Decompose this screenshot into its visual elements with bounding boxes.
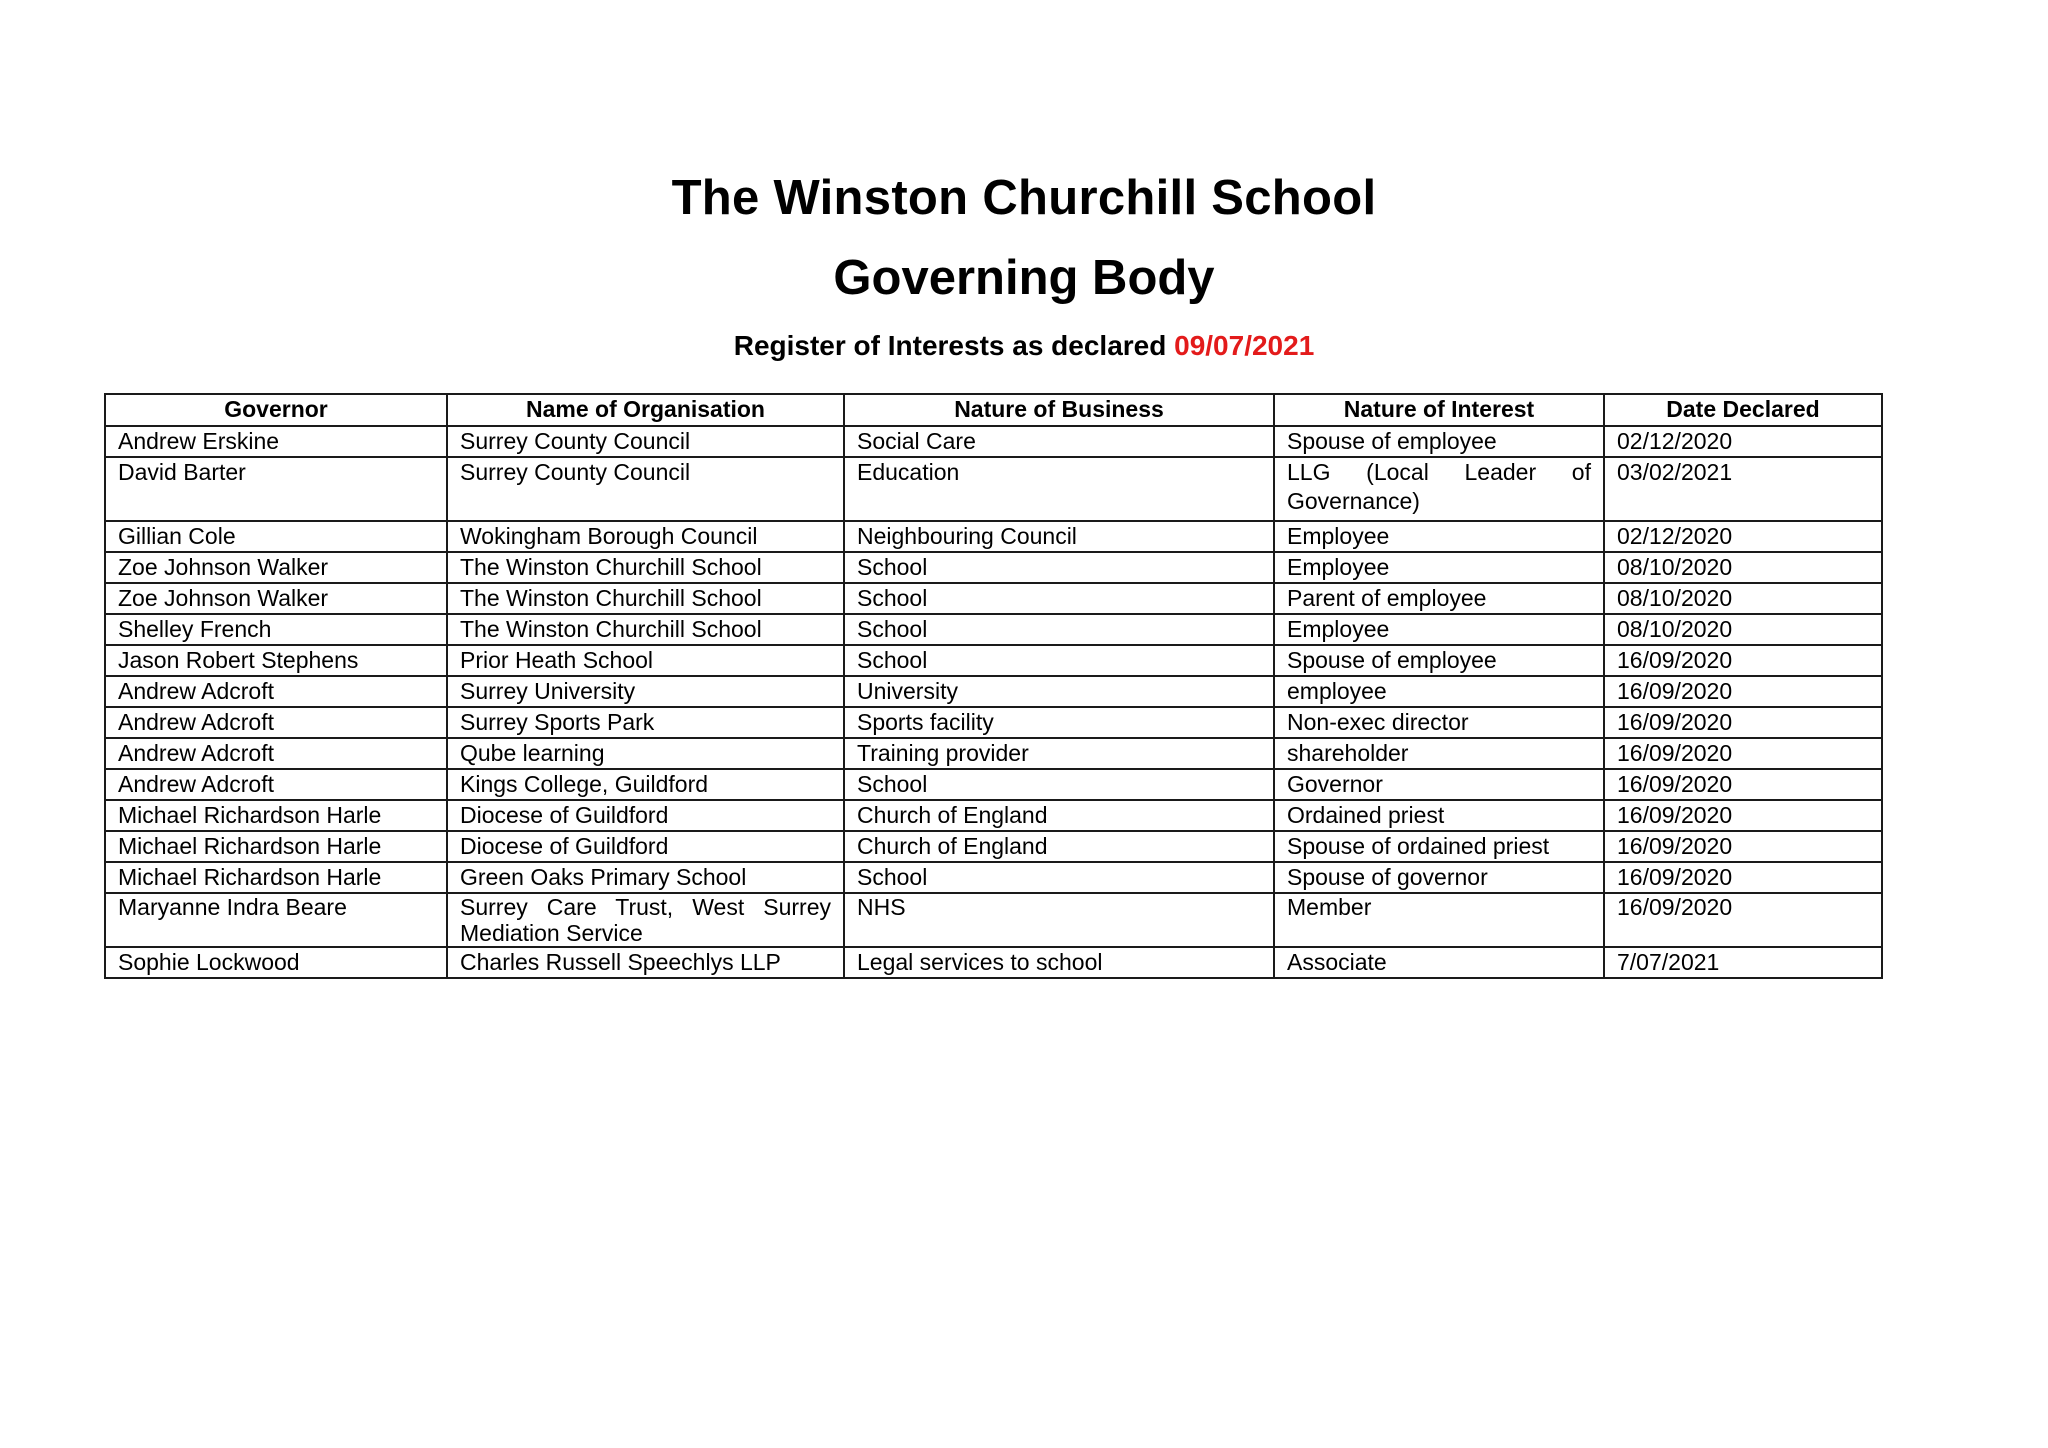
cell-governor: Andrew Adcroft [105, 738, 447, 769]
cell-governor: Michael Richardson Harle [105, 862, 447, 893]
cell-interest: Employee [1274, 521, 1604, 552]
cell-business: School [844, 769, 1274, 800]
cell-business: Education [844, 457, 1274, 521]
cell-date: 16/09/2020 [1604, 738, 1882, 769]
cell-date: 08/10/2020 [1604, 614, 1882, 645]
table-row [105, 457, 1882, 521]
cell-business: Training provider [844, 738, 1274, 769]
cell-date: 16/09/2020 [1604, 707, 1882, 738]
cell-organisation: Surrey County Council [447, 457, 844, 521]
cell-interest: Ordained priest [1274, 800, 1604, 831]
cell-governor: Michael Richardson Harle [105, 831, 447, 862]
cell-organisation: Green Oaks Primary School [447, 862, 844, 893]
table-row [105, 947, 1882, 978]
cell-date: 16/09/2020 [1604, 645, 1882, 676]
cell-organisation: Surrey Sports Park [447, 707, 844, 738]
cell-date: 03/02/2021 [1604, 457, 1882, 521]
table-row [105, 707, 1882, 738]
cell-interest: Spouse of ordained priest [1274, 831, 1604, 862]
cell-organisation: Diocese of Guildford [447, 831, 844, 862]
table-row [105, 583, 1882, 614]
cell-governor: Zoe Johnson Walker [105, 583, 447, 614]
cell-organisation: Surrey Care Trust, West Surrey Mediation Service [447, 893, 844, 947]
cell-date: 16/09/2020 [1604, 893, 1882, 947]
cell-organisation: Wokingham Borough Council [447, 521, 844, 552]
cell-organisation: Qube learning [447, 738, 844, 769]
cell-business: University [844, 676, 1274, 707]
cell-business: Social Care [844, 426, 1274, 457]
cell-interest: LLG (Local Leader of Governance) [1274, 457, 1604, 521]
cell-date: 16/09/2020 [1604, 831, 1882, 862]
cell-interest: Spouse of governor [1274, 862, 1604, 893]
table-row [105, 614, 1882, 645]
table-row [105, 426, 1882, 457]
cell-governor: Michael Richardson Harle [105, 800, 447, 831]
cell-governor: Sophie Lockwood [105, 947, 447, 978]
cell-business: School [844, 614, 1274, 645]
cell-date: 02/12/2020 [1604, 521, 1882, 552]
header-date: Date Declared [1604, 394, 1882, 426]
cell-governor: Jason Robert Stephens [105, 645, 447, 676]
table-row [105, 676, 1882, 707]
cell-date: 7/07/2021 [1604, 947, 1882, 978]
cell-interest: Employee [1274, 552, 1604, 583]
cell-interest: Member [1274, 893, 1604, 947]
cell-governor: Maryanne Indra Beare [105, 893, 447, 947]
cell-business: Church of England [844, 831, 1274, 862]
cell-date: 16/09/2020 [1604, 862, 1882, 893]
cell-governor: David Barter [105, 457, 447, 521]
table-row [105, 521, 1882, 552]
cell-business: School [844, 552, 1274, 583]
table-row [105, 738, 1882, 769]
cell-date: 08/10/2020 [1604, 583, 1882, 614]
cell-interest: Governor [1274, 769, 1604, 800]
cell-organisation: Charles Russell Speechlys LLP [447, 947, 844, 978]
cell-date: 16/09/2020 [1604, 676, 1882, 707]
cell-governor: Gillian Cole [105, 521, 447, 552]
cell-organisation: Prior Heath School [447, 645, 844, 676]
cell-governor: Andrew Adcroft [105, 676, 447, 707]
cell-organisation: The Winston Churchill School [447, 552, 844, 583]
cell-organisation: Surrey University [447, 676, 844, 707]
header-governor: Governor [105, 394, 447, 426]
register-heading-text: Register of Interests as declared [733, 330, 1167, 361]
cell-organisation: The Winston Churchill School [447, 583, 844, 614]
register-heading [0, 330, 2048, 362]
school-title: The Winston Churchill School [671, 171, 1377, 225]
cell-date: 16/09/2020 [1604, 800, 1882, 831]
cell-business: School [844, 862, 1274, 893]
cell-business: School [844, 645, 1274, 676]
cell-date: 08/10/2020 [1604, 552, 1882, 583]
cell-business: School [844, 583, 1274, 614]
cell-governor: Andrew Adcroft [105, 769, 447, 800]
table-row [105, 862, 1882, 893]
header-interest: Nature of Interest [1274, 394, 1604, 426]
cell-date: 02/12/2020 [1604, 426, 1882, 457]
cell-business: Legal services to school [844, 947, 1274, 978]
cell-interest: Non-exec director [1274, 707, 1604, 738]
cell-interest: Associate [1274, 947, 1604, 978]
register-date: 09/07/2021 [1174, 330, 1315, 361]
cell-business: Sports facility [844, 707, 1274, 738]
table-row [105, 831, 1882, 862]
table-row [105, 893, 1882, 947]
cell-business: Church of England [844, 800, 1274, 831]
cell-governor: Andrew Erskine [105, 426, 447, 457]
cell-organisation: Diocese of Guildford [447, 800, 844, 831]
governing-body-title: Governing Body [833, 251, 1215, 305]
cell-interest: Employee [1274, 614, 1604, 645]
cell-business: Neighbouring Council [844, 521, 1274, 552]
cell-governor: Zoe Johnson Walker [105, 552, 447, 583]
cell-interest: Spouse of employee [1274, 645, 1604, 676]
cell-governor: Andrew Adcroft [105, 707, 447, 738]
cell-interest: Parent of employee [1274, 583, 1604, 614]
cell-governor: Shelley French [105, 614, 447, 645]
cell-organisation: The Winston Churchill School [447, 614, 844, 645]
cell-business: NHS [844, 893, 1274, 947]
table-row [105, 552, 1882, 583]
table-row [105, 645, 1882, 676]
cell-organisation: Kings College, Guildford [447, 769, 844, 800]
table-header-row [105, 394, 1882, 426]
cell-interest: employee [1274, 676, 1604, 707]
table-row [105, 800, 1882, 831]
table-row [105, 769, 1882, 800]
header-business: Nature of Business [844, 394, 1274, 426]
cell-date: 16/09/2020 [1604, 769, 1882, 800]
header-organisation: Name of Organisation [447, 394, 844, 426]
cell-organisation: Surrey County Council [447, 426, 844, 457]
cell-interest: Spouse of employee [1274, 426, 1604, 457]
cell-interest: shareholder [1274, 738, 1604, 769]
register-of-interests-table [104, 393, 1883, 979]
